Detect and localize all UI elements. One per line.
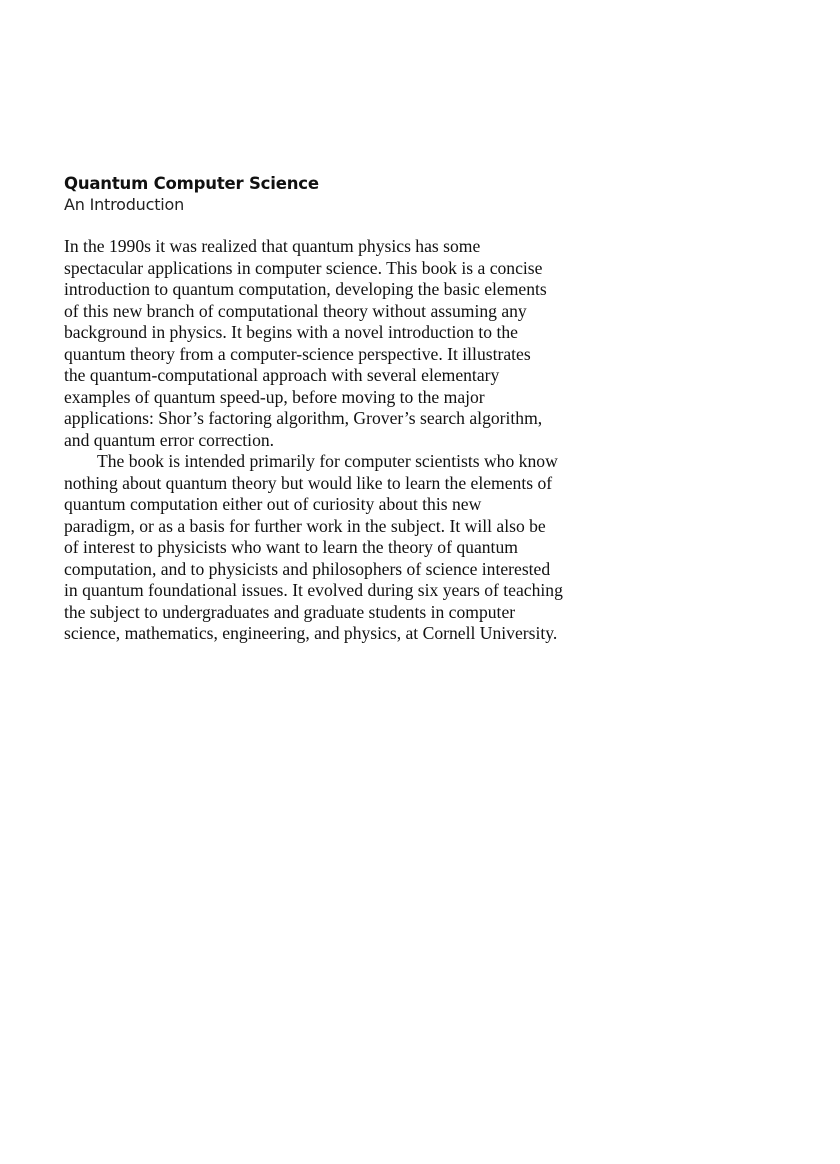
text-line: of interest to physicists who want to learn the theory of quantum <box>64 537 518 557</box>
text-line: spectacular applications in computer science. This book is a concise <box>64 257 543 278</box>
text-line: in quantum foundational issues. It evolved during six years of teaching <box>64 580 563 600</box>
text-line: and quantum error correction. <box>64 429 275 450</box>
paragraph-2 <box>64 451 564 645</box>
book-description <box>64 236 564 645</box>
paragraph-1 <box>64 236 564 451</box>
text-line: introduction to quantum computation, developing the basic elements <box>64 279 547 299</box>
text-line: the subject to undergraduates and graduate students in computer <box>64 601 516 622</box>
text-line: background in physics. It begins with a novel introduction to the <box>64 322 518 342</box>
text-line: science, mathematics, engineering, and physics, at Cornell University. <box>64 623 558 643</box>
text-line: quantum theory from a computer-science perspective. It illustrates <box>64 343 531 364</box>
text-line: computation, and to physicists and philosophers of science interested <box>64 558 551 579</box>
text-line: the quantum-computational approach with several elementary <box>64 365 500 385</box>
text-line: examples of quantum speed-up, before moving to the major <box>64 386 485 407</box>
book-title: Quantum Computer Science <box>64 174 319 193</box>
text-line: of this new branch of computational theory without assuming any <box>64 300 527 321</box>
text-line: paradigm, or as a basis for further work in the subject. It will also be <box>64 515 546 536</box>
text-line: quantum computation either out of curiosity about this new <box>64 494 482 514</box>
text-line: nothing about quantum theory but would like to learn the elements of <box>64 472 553 493</box>
text-line: The book is intended primarily for computer scientists who know <box>97 451 558 471</box>
text-line: applications: Shor’s factoring algorithm, Grover’s search algorithm, <box>64 408 543 428</box>
text-line: In the 1990s it was realized that quantum physics has some <box>64 236 481 256</box>
book-subtitle: An Introduction <box>64 195 185 214</box>
